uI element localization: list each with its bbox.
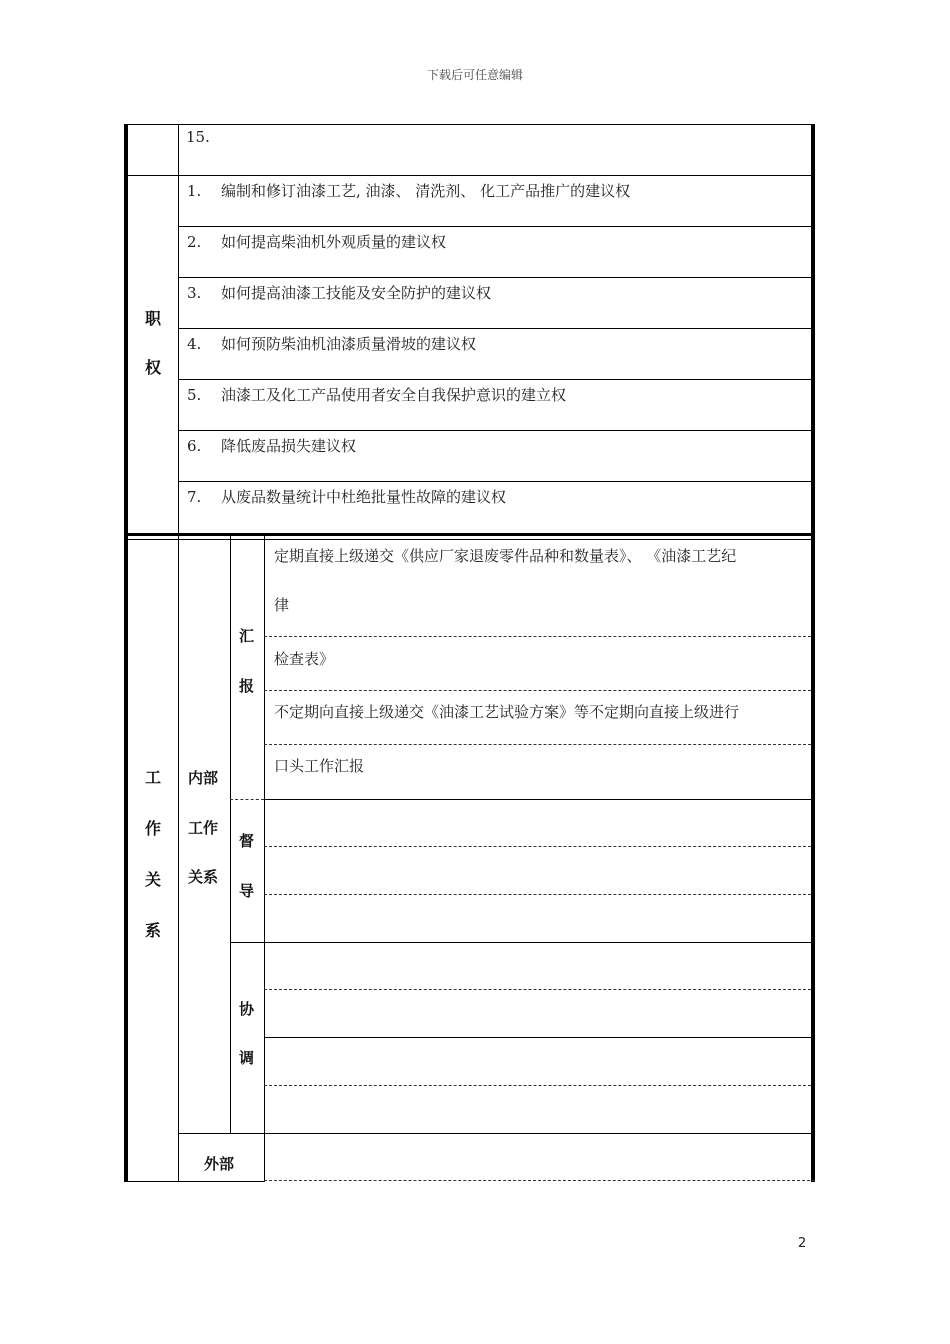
item-text: 如何提高油漆工技能及安全防护的建议权 [221, 284, 492, 302]
table-right-border [811, 124, 815, 1182]
item-text: 油漆工及化工产品使用者安全自我保护意识的建立权 [221, 386, 567, 404]
supervise-label-char: 督 [239, 832, 255, 850]
authority-item [187, 180, 630, 201]
authority-label [128, 306, 178, 378]
item-number: 7. [187, 488, 202, 506]
report-label-char: 报 [239, 677, 255, 695]
internal-label-line: 工作 [188, 819, 219, 837]
coordinate-label-char: 调 [239, 1049, 255, 1067]
item-text: 如何提高柴油机外观质量的建议权 [221, 233, 447, 251]
work-relations-label-char: 系 [144, 921, 161, 940]
item-number: 1. [187, 182, 202, 200]
table-bottom-border [124, 1181, 264, 1182]
work-relations-label-char: 工 [144, 768, 161, 787]
coordinate-label-char: 协 [239, 1000, 255, 1018]
item-text: 降低废品损失建议权 [221, 437, 357, 455]
authority-item [187, 333, 476, 354]
authority-label-char: 职 [144, 309, 161, 328]
item-text: 如何预防柴油机油漆质量滑坡的建议权 [221, 335, 477, 353]
page-number: 2 [798, 1236, 807, 1251]
authority-item [187, 282, 491, 303]
item-text: 从废品数量统计中杜绝批量性故障的建议权 [221, 488, 507, 506]
item-number: 5. [187, 386, 202, 404]
label-column-divider [178, 124, 179, 1182]
work-relations-label-char: 作 [144, 819, 161, 838]
report-line: 检查表》 [274, 650, 335, 668]
work-relations-label-char: 关 [144, 870, 161, 889]
page-header: 下载后可任意编辑 [426, 68, 523, 82]
table-left-border [124, 124, 128, 1182]
item-number: 6. [187, 437, 202, 455]
internal-label-line: 关系 [188, 868, 219, 886]
supervise-label-char: 导 [239, 882, 255, 900]
authority-item [187, 231, 446, 252]
report-line: 定期直接上级递交《供应厂家退废零件品种和数量表》、 《油漆工艺纪 [274, 547, 737, 565]
item-number: 2. [187, 233, 202, 251]
authority-item [187, 384, 566, 405]
item-number: 4. [187, 335, 202, 353]
item-number: 3. [187, 284, 202, 302]
authority-label-char: 权 [144, 358, 161, 377]
authority-item [187, 435, 356, 456]
external-label: 外部 [204, 1155, 235, 1173]
top-row-text: 15. [186, 128, 210, 146]
report-line: 律 [274, 596, 290, 614]
report-label-char: 汇 [239, 627, 255, 645]
item-text: 编制和修订油漆工艺, 油漆、 清洗剂、 化工产品推广的建议权 [221, 182, 631, 200]
internal-label-line: 内部 [188, 769, 219, 787]
authority-item [187, 486, 506, 507]
table-top-border [124, 124, 815, 125]
work-relations-label [128, 765, 178, 941]
report-line: 口头工作汇报 [274, 757, 365, 775]
report-line: 不定期向直接上级递交《油漆工艺试验方案》等不定期向直接上级进行 [274, 703, 740, 721]
